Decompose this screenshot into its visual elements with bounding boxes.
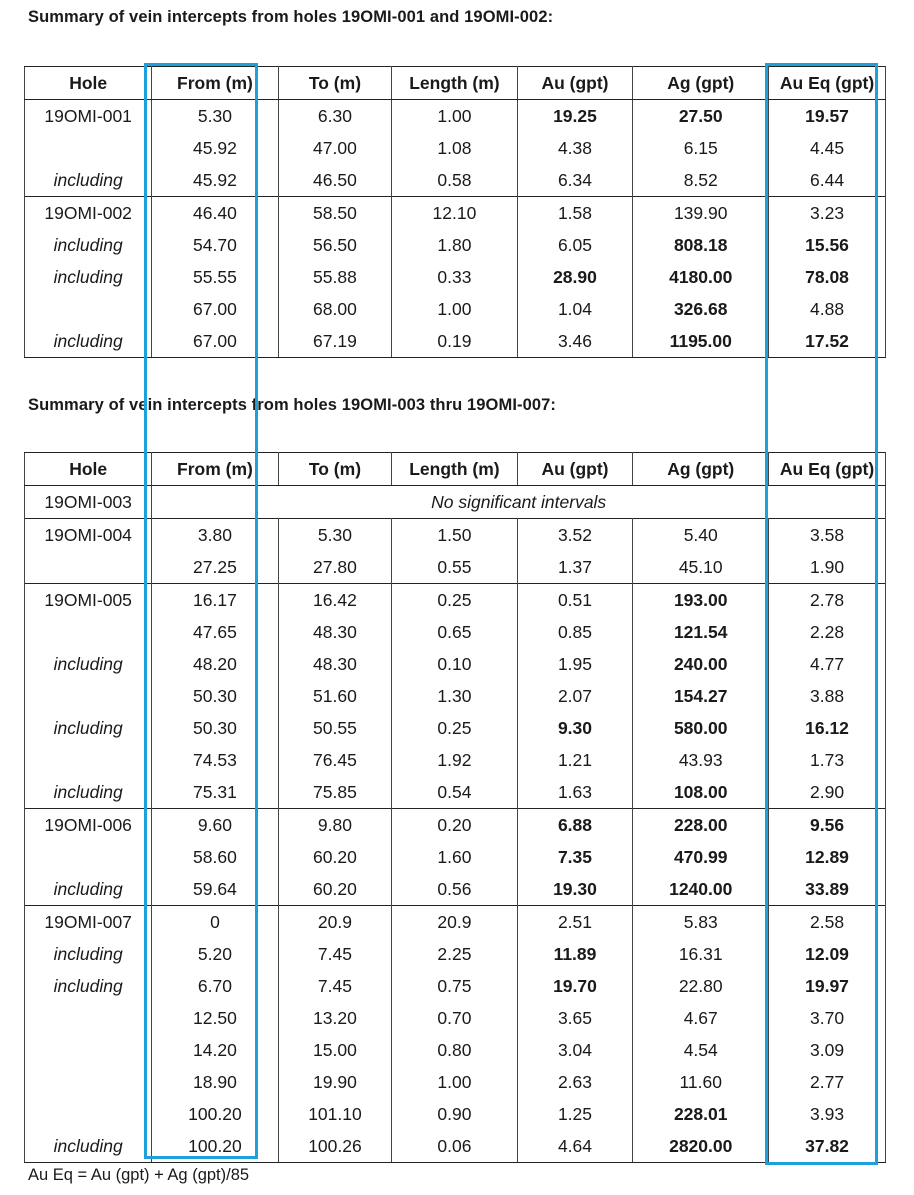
au-cell: 3.65	[517, 1002, 633, 1034]
to-cell: 67.19	[278, 325, 392, 358]
aueq-cell: 3.23	[769, 197, 886, 230]
table-row	[25, 1002, 886, 1034]
au-cell: 1.25	[517, 1098, 633, 1130]
including-label: including	[25, 776, 152, 809]
table-row	[25, 325, 886, 358]
au-cell: 6.88	[517, 809, 633, 842]
table-row	[25, 809, 886, 842]
au-cell: 7.35	[517, 841, 633, 873]
length-cell: 0.06	[392, 1130, 517, 1163]
to-cell: 48.30	[278, 616, 392, 648]
hole-cell	[25, 1034, 152, 1066]
aueq-cell: 3.88	[769, 680, 886, 712]
au-cell: 4.64	[517, 1130, 633, 1163]
column-header: Au Eq (gpt)	[769, 67, 886, 100]
au-cell: 2.51	[517, 906, 633, 939]
from-cell: 54.70	[152, 229, 278, 261]
from-cell: 14.20	[152, 1034, 278, 1066]
to-cell: 27.80	[278, 551, 392, 584]
length-cell: 1.30	[392, 680, 517, 712]
length-cell: 1.00	[392, 293, 517, 325]
hole-cell	[25, 616, 152, 648]
table-row	[25, 1034, 886, 1066]
table-row	[25, 680, 886, 712]
table-row	[25, 519, 886, 552]
column-header: Au (gpt)	[517, 67, 633, 100]
from-cell: 46.40	[152, 197, 278, 230]
ag-cell: 108.00	[633, 776, 769, 809]
table-row	[25, 164, 886, 197]
table-row	[25, 616, 886, 648]
column-header: From (m)	[152, 67, 278, 100]
ag-cell: 4180.00	[633, 261, 769, 293]
aueq-cell: 37.82	[769, 1130, 886, 1163]
from-cell: 5.20	[152, 938, 278, 970]
to-cell: 19.90	[278, 1066, 392, 1098]
to-cell: 100.26	[278, 1130, 392, 1163]
length-cell: 1.50	[392, 519, 517, 552]
hole-cell	[25, 1066, 152, 1098]
aueq-cell: 33.89	[769, 873, 886, 906]
aueq-cell: 2.90	[769, 776, 886, 809]
aueq-cell: 12.89	[769, 841, 886, 873]
including-label: including	[25, 1130, 152, 1163]
aueq-cell: 15.56	[769, 229, 886, 261]
to-cell: 50.55	[278, 712, 392, 744]
ag-cell: 808.18	[633, 229, 769, 261]
aueq-cell: 6.44	[769, 164, 886, 197]
column-header: Hole	[25, 67, 152, 100]
aueq-cell: 2.78	[769, 584, 886, 617]
au-cell: 28.90	[517, 261, 633, 293]
ag-cell: 43.93	[633, 744, 769, 776]
from-cell: 50.30	[152, 680, 278, 712]
to-cell: 9.80	[278, 809, 392, 842]
aueq-cell: 17.52	[769, 325, 886, 358]
length-cell: 20.9	[392, 906, 517, 939]
table1	[24, 66, 886, 358]
length-cell: 0.58	[392, 164, 517, 197]
aueq-cell: 1.73	[769, 744, 886, 776]
ag-cell: 16.31	[633, 938, 769, 970]
length-cell: 0.25	[392, 584, 517, 617]
au-cell: 1.63	[517, 776, 633, 809]
table-row	[25, 712, 886, 744]
table-row	[25, 938, 886, 970]
length-cell: 0.55	[392, 551, 517, 584]
from-cell: 12.50	[152, 1002, 278, 1034]
to-cell: 60.20	[278, 873, 392, 906]
au-cell: 19.30	[517, 873, 633, 906]
aueq-cell: 9.56	[769, 809, 886, 842]
au-cell: 0.85	[517, 616, 633, 648]
hole-cell: 19OMI-002	[25, 197, 152, 230]
aueq-cell: 3.09	[769, 1034, 886, 1066]
ag-cell: 5.83	[633, 906, 769, 939]
to-cell: 16.42	[278, 584, 392, 617]
aueq-cell: 19.97	[769, 970, 886, 1002]
from-cell: 58.60	[152, 841, 278, 873]
length-cell: 0.10	[392, 648, 517, 680]
table2-title: Summary of vein intercepts from holes 19OMI-003 thru 19OMI-007:	[28, 396, 557, 414]
to-cell: 60.20	[278, 841, 392, 873]
to-cell: 58.50	[278, 197, 392, 230]
au-cell: 3.52	[517, 519, 633, 552]
column-header: Ag (gpt)	[633, 453, 769, 486]
including-label: including	[25, 970, 152, 1002]
table-row	[25, 744, 886, 776]
table2	[24, 452, 886, 1163]
hole-cell: 19OMI-003	[25, 486, 152, 519]
ag-cell: 228.00	[633, 809, 769, 842]
ag-cell: 45.10	[633, 551, 769, 584]
aueq-cell: 2.58	[769, 906, 886, 939]
hole-cell: 19OMI-004	[25, 519, 152, 552]
hole-cell	[25, 744, 152, 776]
from-cell: 55.55	[152, 261, 278, 293]
from-cell: 45.92	[152, 132, 278, 164]
to-cell: 7.45	[278, 970, 392, 1002]
from-cell: 0	[152, 906, 278, 939]
from-cell: 50.30	[152, 712, 278, 744]
column-header: Length (m)	[392, 67, 517, 100]
from-cell: 59.64	[152, 873, 278, 906]
from-cell: 100.20	[152, 1130, 278, 1163]
ag-cell: 139.90	[633, 197, 769, 230]
to-cell: 48.30	[278, 648, 392, 680]
length-cell: 0.80	[392, 1034, 517, 1066]
au-cell: 19.70	[517, 970, 633, 1002]
length-cell: 1.00	[392, 100, 517, 133]
au-cell: 6.05	[517, 229, 633, 261]
au-cell: 19.25	[517, 100, 633, 133]
length-cell: 0.54	[392, 776, 517, 809]
table-row	[25, 197, 886, 230]
aueq-cell: 78.08	[769, 261, 886, 293]
length-cell: 12.10	[392, 197, 517, 230]
including-label: including	[25, 648, 152, 680]
ag-cell: 193.00	[633, 584, 769, 617]
table-row	[25, 261, 886, 293]
including-label: including	[25, 873, 152, 906]
table-row	[25, 100, 886, 133]
table-row	[25, 648, 886, 680]
table1-title: Summary of vein intercepts from holes 19OMI-001 and 19OMI-002:	[28, 8, 554, 26]
ag-cell: 5.40	[633, 519, 769, 552]
au-cell: 4.38	[517, 132, 633, 164]
table-row	[25, 776, 886, 809]
header-row	[25, 453, 886, 486]
including-label: including	[25, 325, 152, 358]
no-intervals-note: No significant intervals	[152, 486, 886, 519]
from-cell: 67.00	[152, 325, 278, 358]
from-cell: 74.53	[152, 744, 278, 776]
ag-cell: 580.00	[633, 712, 769, 744]
length-cell: 2.25	[392, 938, 517, 970]
ag-cell: 240.00	[633, 648, 769, 680]
aueq-cell: 16.12	[769, 712, 886, 744]
aueq-cell: 3.58	[769, 519, 886, 552]
au-cell: 0.51	[517, 584, 633, 617]
to-cell: 76.45	[278, 744, 392, 776]
hole-cell	[25, 132, 152, 164]
header-row	[25, 67, 886, 100]
to-cell: 51.60	[278, 680, 392, 712]
to-cell: 6.30	[278, 100, 392, 133]
au-cell: 9.30	[517, 712, 633, 744]
to-cell: 68.00	[278, 293, 392, 325]
hole-cell	[25, 293, 152, 325]
to-cell: 7.45	[278, 938, 392, 970]
hole-cell: 19OMI-001	[25, 100, 152, 133]
length-cell: 0.33	[392, 261, 517, 293]
from-cell: 47.65	[152, 616, 278, 648]
ag-cell: 470.99	[633, 841, 769, 873]
to-cell: 56.50	[278, 229, 392, 261]
column-header: Au (gpt)	[517, 453, 633, 486]
ag-cell: 4.67	[633, 1002, 769, 1034]
aueq-cell: 12.09	[769, 938, 886, 970]
aueq-cell: 4.88	[769, 293, 886, 325]
au-cell: 1.58	[517, 197, 633, 230]
hole-cell	[25, 841, 152, 873]
length-cell: 0.56	[392, 873, 517, 906]
length-cell: 0.65	[392, 616, 517, 648]
table-row	[25, 293, 886, 325]
from-cell: 6.70	[152, 970, 278, 1002]
aueq-cell: 4.77	[769, 648, 886, 680]
column-header: To (m)	[278, 453, 392, 486]
ag-cell: 11.60	[633, 1066, 769, 1098]
to-cell: 46.50	[278, 164, 392, 197]
table-row	[25, 1130, 886, 1163]
from-cell: 27.25	[152, 551, 278, 584]
hole-cell	[25, 680, 152, 712]
aueq-cell: 2.77	[769, 1066, 886, 1098]
table-row	[25, 229, 886, 261]
aueq-cell: 3.70	[769, 1002, 886, 1034]
from-cell: 3.80	[152, 519, 278, 552]
to-cell: 75.85	[278, 776, 392, 809]
aueq-cell: 1.90	[769, 551, 886, 584]
column-header: Hole	[25, 453, 152, 486]
ag-cell: 2820.00	[633, 1130, 769, 1163]
hole-cell	[25, 1098, 152, 1130]
from-cell: 18.90	[152, 1066, 278, 1098]
length-cell: 1.60	[392, 841, 517, 873]
ag-cell: 4.54	[633, 1034, 769, 1066]
au-cell: 1.04	[517, 293, 633, 325]
length-cell: 1.80	[392, 229, 517, 261]
ag-cell: 154.27	[633, 680, 769, 712]
column-header: To (m)	[278, 67, 392, 100]
ag-cell: 1195.00	[633, 325, 769, 358]
aueq-cell: 3.93	[769, 1098, 886, 1130]
au-cell: 1.37	[517, 551, 633, 584]
length-cell: 0.90	[392, 1098, 517, 1130]
au-cell: 3.04	[517, 1034, 633, 1066]
from-cell: 67.00	[152, 293, 278, 325]
ag-cell: 6.15	[633, 132, 769, 164]
from-cell: 48.20	[152, 648, 278, 680]
column-header: Ag (gpt)	[633, 67, 769, 100]
from-cell: 45.92	[152, 164, 278, 197]
table-row	[25, 584, 886, 617]
length-cell: 0.70	[392, 1002, 517, 1034]
ag-cell: 27.50	[633, 100, 769, 133]
table-row	[25, 486, 886, 519]
length-cell: 0.19	[392, 325, 517, 358]
to-cell: 13.20	[278, 1002, 392, 1034]
ag-cell: 22.80	[633, 970, 769, 1002]
aueq-cell: 4.45	[769, 132, 886, 164]
length-cell: 0.75	[392, 970, 517, 1002]
table-row	[25, 906, 886, 939]
to-cell: 5.30	[278, 519, 392, 552]
to-cell: 47.00	[278, 132, 392, 164]
ag-cell: 1240.00	[633, 873, 769, 906]
au-cell: 3.46	[517, 325, 633, 358]
table-row	[25, 873, 886, 906]
to-cell: 55.88	[278, 261, 392, 293]
length-cell: 0.25	[392, 712, 517, 744]
au-cell: 2.07	[517, 680, 633, 712]
including-label: including	[25, 712, 152, 744]
table-row	[25, 132, 886, 164]
from-cell: 9.60	[152, 809, 278, 842]
au-cell: 2.63	[517, 1066, 633, 1098]
including-label: including	[25, 164, 152, 197]
table-row	[25, 551, 886, 584]
table-row	[25, 1098, 886, 1130]
ag-cell: 121.54	[633, 616, 769, 648]
including-label: including	[25, 938, 152, 970]
from-cell: 75.31	[152, 776, 278, 809]
length-cell: 1.08	[392, 132, 517, 164]
ag-cell: 8.52	[633, 164, 769, 197]
from-cell: 100.20	[152, 1098, 278, 1130]
au-cell: 1.95	[517, 648, 633, 680]
to-cell: 20.9	[278, 906, 392, 939]
table-row	[25, 1066, 886, 1098]
column-header: Au Eq (gpt)	[769, 453, 886, 486]
hole-cell	[25, 551, 152, 584]
column-header: Length (m)	[392, 453, 517, 486]
hole-cell: 19OMI-005	[25, 584, 152, 617]
hole-cell: 19OMI-007	[25, 906, 152, 939]
hole-cell	[25, 1002, 152, 1034]
au-cell: 1.21	[517, 744, 633, 776]
to-cell: 101.10	[278, 1098, 392, 1130]
hole-cell: 19OMI-006	[25, 809, 152, 842]
including-label: including	[25, 229, 152, 261]
length-cell: 1.00	[392, 1066, 517, 1098]
ag-cell: 228.01	[633, 1098, 769, 1130]
from-cell: 16.17	[152, 584, 278, 617]
table-row	[25, 970, 886, 1002]
to-cell: 15.00	[278, 1034, 392, 1066]
aueq-cell: 19.57	[769, 100, 886, 133]
au-cell: 11.89	[517, 938, 633, 970]
including-label: including	[25, 261, 152, 293]
footnote: Au Eq = Au (gpt) + Ag (gpt)/85	[28, 1166, 250, 1184]
length-cell: 0.20	[392, 809, 517, 842]
aueq-cell: 2.28	[769, 616, 886, 648]
length-cell: 1.92	[392, 744, 517, 776]
au-cell: 6.34	[517, 164, 633, 197]
table-row	[25, 841, 886, 873]
ag-cell: 326.68	[633, 293, 769, 325]
from-cell: 5.30	[152, 100, 278, 133]
column-header: From (m)	[152, 453, 278, 486]
